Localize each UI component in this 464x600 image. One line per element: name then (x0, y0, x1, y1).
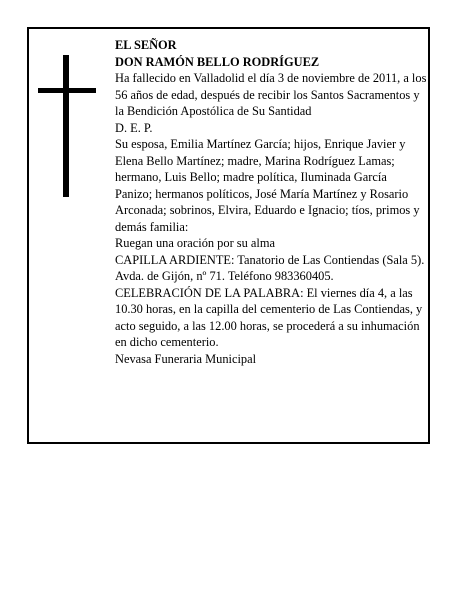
deceased-name: DON RAMÓN BELLO RODRÍGUEZ (115, 54, 320, 69)
celebration-info: CELEBRACIÓN DE LA PALABRA: El viernes día 4, a las 10.30 horas, en la capilla del cementerio de Las Contiendas, y acto seguido, a las 12.00 horas, se procederá a su inhumación en dicho cementerio. (115, 285, 423, 349)
chapel-info: CAPILLA ARDIENTE: Tanatorio de Las Contiendas (Sala 5). Avda. de Gijón, nº 71. Teléfono 983360405. (115, 252, 425, 283)
rip-line: D. E. P. (115, 120, 153, 135)
cross-icon (38, 55, 96, 197)
cross-horizontal-bar (38, 88, 96, 93)
prayer-request: Ruegan una oración por su alma (115, 236, 275, 250)
heading-line-1: EL SEÑOR (115, 38, 177, 52)
cross-vertical-bar (63, 55, 69, 197)
obituary-text (115, 37, 427, 367)
death-announcement: Ha fallecido en Valladolid el día 3 de noviembre de 2011, a los 56 años de edad, después de recibir los Santos Sacramentos y la Bendición Apostólica de Su Santidad (115, 71, 427, 118)
funeral-home: Nevasa Funeraria Municipal (115, 351, 257, 366)
family-list: Su esposa, Emilia Martínez García; hijos, Enrique Javier y Elena Bello Martínez; madre, Marina Rodríguez Lamas; hermano, Luis Bello; madre política, Iluminada García Panizo; hermanos políticos, José María Martínez y Rosario Arconada; sobrinos, Elvira, Eduardo e Ignacio; tíos, primos y demás familia: (115, 137, 420, 234)
